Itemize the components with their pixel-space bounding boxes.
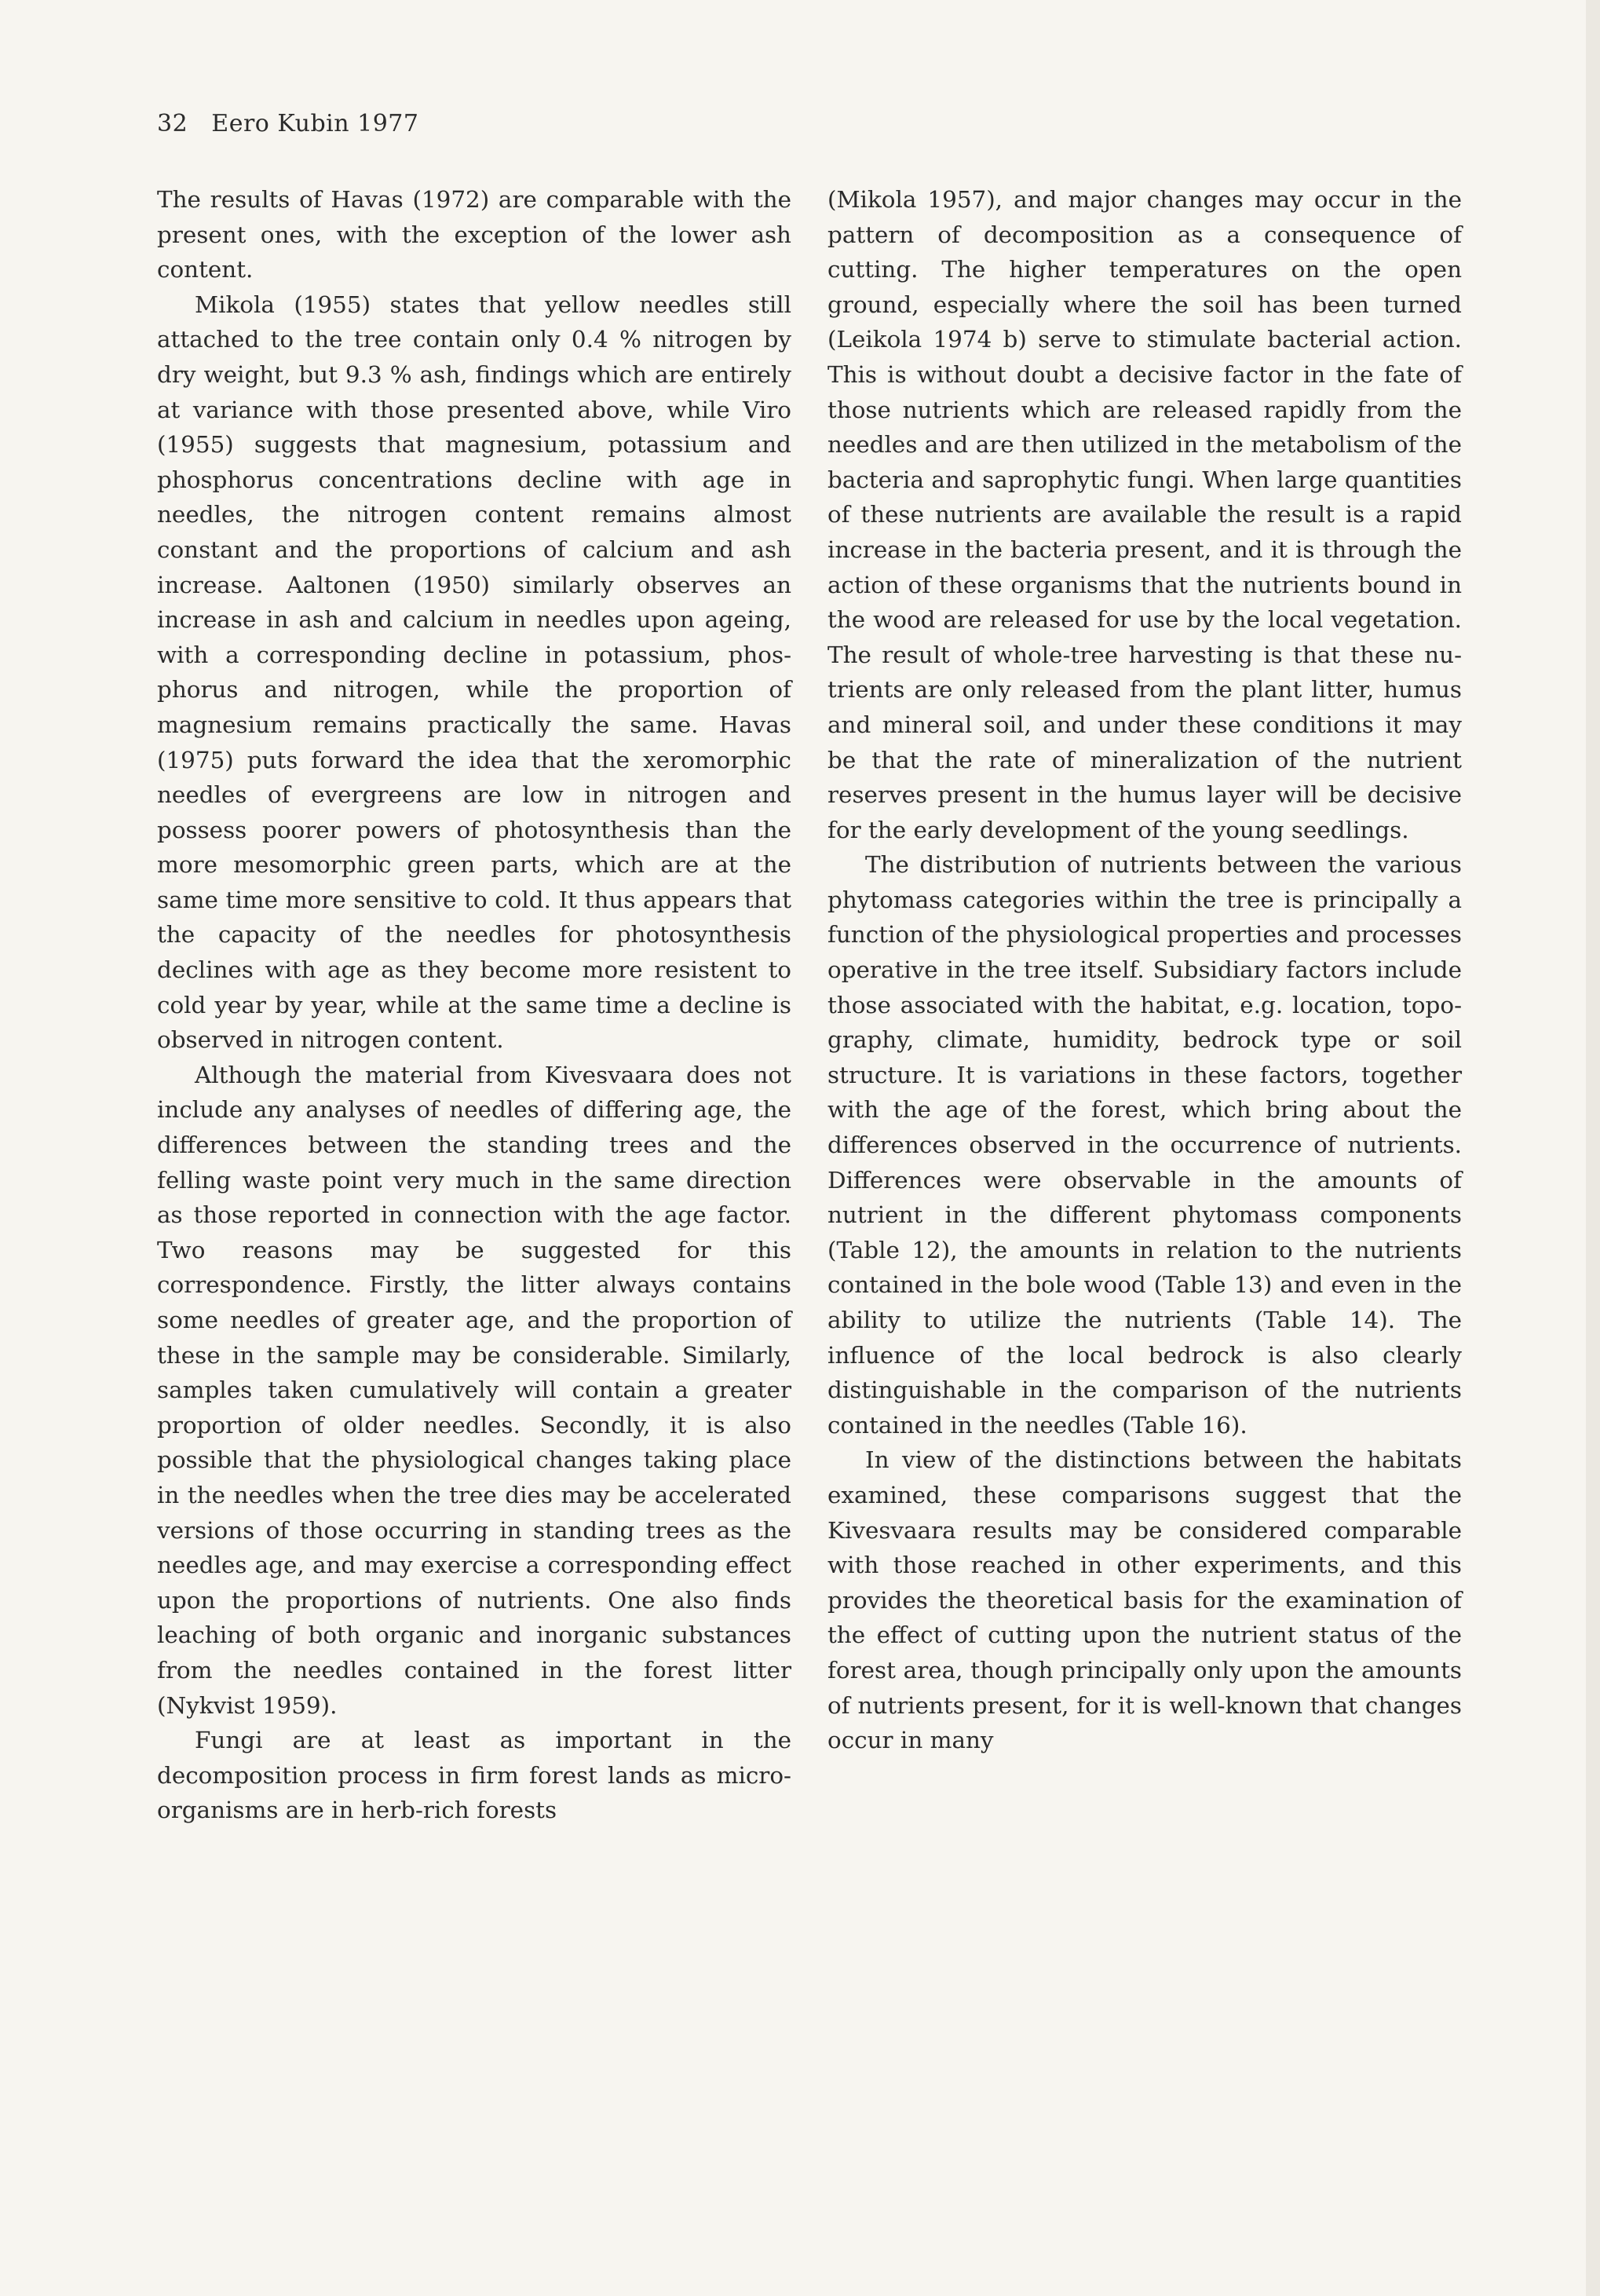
- right-column: [827, 182, 1462, 1758]
- paragraph: (Mikola 1957), and major changes may occur in the pattern of decomposition as a consequence of cutting. The higher temperatures on the open ground, especially where the soil has been turned (Leikola 1974 b) serve to stimulate bacterial action. This is without doubt a decisive factor in the fate of those nutrients which are released rapidly from the needles and are then utilized in the metabolism of the bacteria and saprophytic fungi. When large quantities of these nutrients are available the result is a rapid increase in the bacteria present, and it is through the action of these organisms that the nutrients bound in the wood are released for use by the local vegetation. The result of whole-tree harvesting is that these nutrients are only released from the plant litter, humus and mineral soil, and under these conditions it may be that the rate of mineralization of the nutrient reserves present in the humus layer will be decisive for the early development of the young seedlings.: [827, 186, 1462, 843]
- running-header: [157, 110, 418, 137]
- paragraph: The distribution of nutrients between the various phytomass categories within the tree is principally a function of the physiological properties and processes operative in the tree itself. Subsidiary factors include those associated with the habitat, e.g. location, topography, climate, humidity, bedrock type or soil structure. It is variations in these factors, together with the age of the forest, which bring about the differences observed in the occurrence of nutrients. Differences were observable in the amounts of nutrient in the different phytomass components (Table 12), the amounts in relation to the nutrients contained in the bole wood (Table 13) and even in the ability to utilize the nutrients (Table 14). The influence of the local bedrock is also clearly distinguishable in the comparison of the nutrients contained in the needles (Table 16).: [827, 851, 1462, 1439]
- page-edge-shadow: [1586, 0, 1600, 2296]
- left-column: [157, 182, 791, 1828]
- paragraph: In view of the distinctions between the habitats examined, these comparisons suggest that the Kivesvaara results may be considered comparable with those reached in other experiments, and this provides the theoretical basis for the examination of the effect of cutting upon the nutrient status of the forest area, though principally only upon the amounts of nutrients present, for it is well-known that changes occur in many: [827, 1446, 1462, 1754]
- paragraph: Although the material from Kivesvaara does not include any analyses of needles of differing age, the differences between the standing trees and the felling waste point very much in the same direction as those reported in connection with the age factor. Two reasons may be suggested for this correspondence. Firstly, the litter always contains some needles of greater age, and the proportion of these in the sample may be considerable. Similarly, samples taken cumulatively will contain a greater proportion of older needles. Secondly, it is also possible that the physiological changes taking place in the needles when the tree dies may be accelerated versions of those occurring in standing trees as the needles age, and may exercise a corresponding effect upon the proportions of nutrients. One also finds leaching of both organic and inorganic substances from the needles contained in the forest litter (Nykvist 1959).: [157, 1061, 791, 1719]
- page-number: 32: [157, 110, 188, 137]
- running-title: Eero Kubin 1977: [211, 110, 419, 137]
- paragraph: Fungi are at least as important in the decomposition process in firm forest lands as micro-organisms are in herb-rich forests: [157, 1727, 791, 1824]
- paragraph: The results of Havas (1972) are comparable with the present ones, with the exception of the lower ash content.: [157, 186, 791, 283]
- paragraph: Mikola (1955) states that yellow needles still attached to the tree contain only 0.4 % nitrogen by dry weight, but 9.3 % ash, findings which are entirely at variance with those presented above, while Viro (1955) suggests that magnesium, potassium and phosphorus concentrations decline with age in needles, the nitrogen content remains almost constant and the proportions of calcium and ash increase. Aaltonen (1950) similarly observes an increase in ash and calcium in needles upon ageing, with a corresponding decline in potassium, phosphorus and nitrogen, while the proportion of magnesium remains practically the same. Havas (1975) puts forward the idea that the xeromorphic needles of evergreens are low in nitrogen and possess poorer powers of photosynthesis than the more mesomorphic green parts, which are at the same time more sensitive to cold. It thus appears that the capacity of the needles for photosynthesis declines with age as they become more resistent to cold year by year, while at the same time a decline is observed in nitrogen content.: [157, 291, 791, 1054]
